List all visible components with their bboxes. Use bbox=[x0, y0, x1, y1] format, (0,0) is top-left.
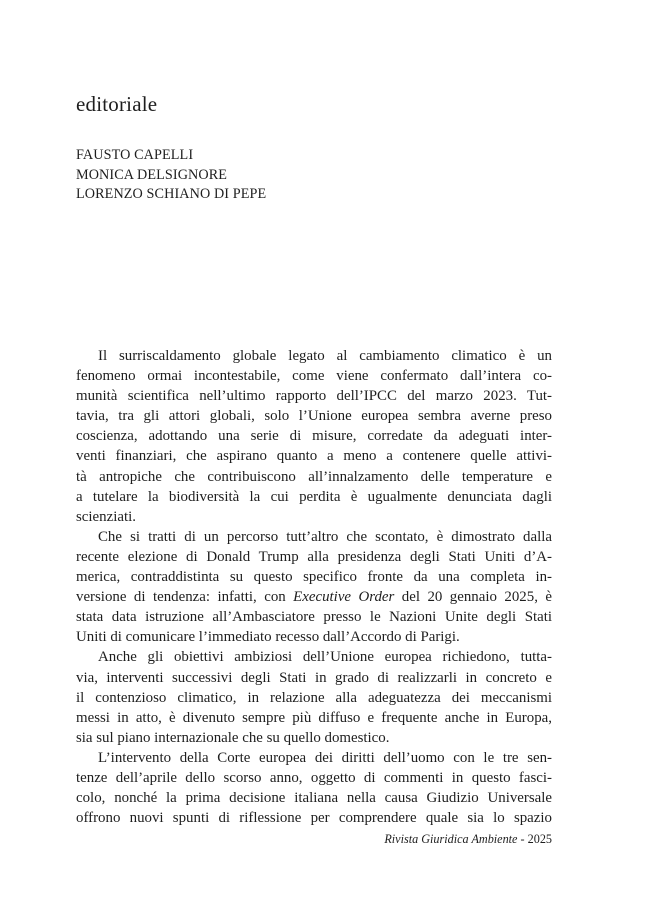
text-line: colo, nonché la prima decisione italiana nella causa Giudizio Universale bbox=[76, 790, 552, 807]
text-line: coscienza, adottando una serie di misure, corredate da adeguati inter- bbox=[76, 428, 552, 445]
text-line: a tutelare la biodiversità la cui perdita è ugualmente denunciata dagli bbox=[76, 488, 552, 505]
italic-term: Executive Order bbox=[293, 589, 395, 606]
paragraph-2 bbox=[76, 527, 552, 648]
text-line: Il surriscaldamento globale legato al cambiamento climatico è un bbox=[98, 348, 552, 364]
author-name: LORENZO SCHIANO DI PEPE bbox=[76, 186, 267, 202]
text-line: sia sul piano internazionale che su quello domestico. bbox=[76, 729, 390, 746]
text-line: fenomeno ormai incontestabile, come viene confermato dall’intera co- bbox=[76, 368, 552, 385]
text-line: tenze dell’aprile dello scorso anno, oggetto di commenti in questo fasci- bbox=[76, 769, 552, 786]
text-line: offrono nuovi spunti di riflessione per comprendere quale sia lo spazio bbox=[76, 810, 552, 827]
author-name: MONICA DELSIGNORE bbox=[76, 166, 228, 183]
paragraph-1 bbox=[76, 346, 552, 527]
text-line: messi in atto, è divenuto sempre più diffuso e frequente anche in Europa, bbox=[76, 709, 552, 726]
text-line: tavia, tra gli attori globali, solo l’Unione europea sembra averne preso bbox=[76, 408, 552, 425]
text-line: merica, contraddistinta su questo specifico fronte da una completa in- bbox=[76, 569, 552, 586]
text-segment: versione di tendenza: infatti, con bbox=[76, 589, 294, 606]
text-line: munità scientifica nell’ultimo rapporto dell’IPCC del marzo 2023. Tut- bbox=[76, 388, 552, 405]
text-line: Che si tratti di un percorso tutt’altro che scontato, è dimostrato dalla bbox=[98, 528, 552, 545]
journal-name: Rivista Giuridica Ambiente bbox=[384, 832, 518, 846]
text-line: Uniti di comunicare l’immediato recesso dall’Accordo di Parigi. bbox=[76, 629, 460, 646]
text-line: recente elezione di Donald Trump alla presidenza degli Stati Uniti d’A- bbox=[76, 548, 552, 565]
text-line: L’intervento della Corte europea dei diritti dell’uomo con le tre sen- bbox=[98, 749, 552, 766]
text-segment: del 20 gennaio 2025, è bbox=[394, 589, 552, 606]
text-line: scienziati. bbox=[76, 508, 136, 525]
author-name: FAUSTO CAPELLI bbox=[76, 147, 194, 163]
author-list bbox=[76, 146, 266, 205]
paragraph-3 bbox=[76, 647, 552, 747]
text-line-with-italic bbox=[76, 587, 552, 607]
text-line: Anche gli obiettivi ambiziosi dell’Unione europea richiedono, tutta- bbox=[98, 649, 552, 666]
text-line: stata data istruzione all’Ambasciatore presso le Nazioni Unite degli Stati bbox=[76, 609, 552, 626]
editorial-body bbox=[76, 346, 552, 828]
paragraph-4 bbox=[76, 748, 552, 828]
text-line: tà antropiche che contribuiscono all’innalzamento delle temperature e bbox=[76, 468, 552, 485]
text-line: via, interventi successivi degli Stati in grado di realizzarli in concreto e bbox=[76, 669, 552, 686]
text-line: venti finanziari, che aspirano quanto a meno a contenere quelle attivi- bbox=[76, 448, 552, 465]
footer-year: 2025 bbox=[527, 832, 552, 846]
text-line: il contenzioso climatico, in relazione alla adeguatezza dei meccanismi bbox=[76, 689, 552, 706]
section-label: editoriale bbox=[76, 92, 158, 116]
footer-separator: - bbox=[517, 832, 528, 846]
running-footer bbox=[384, 831, 552, 847]
